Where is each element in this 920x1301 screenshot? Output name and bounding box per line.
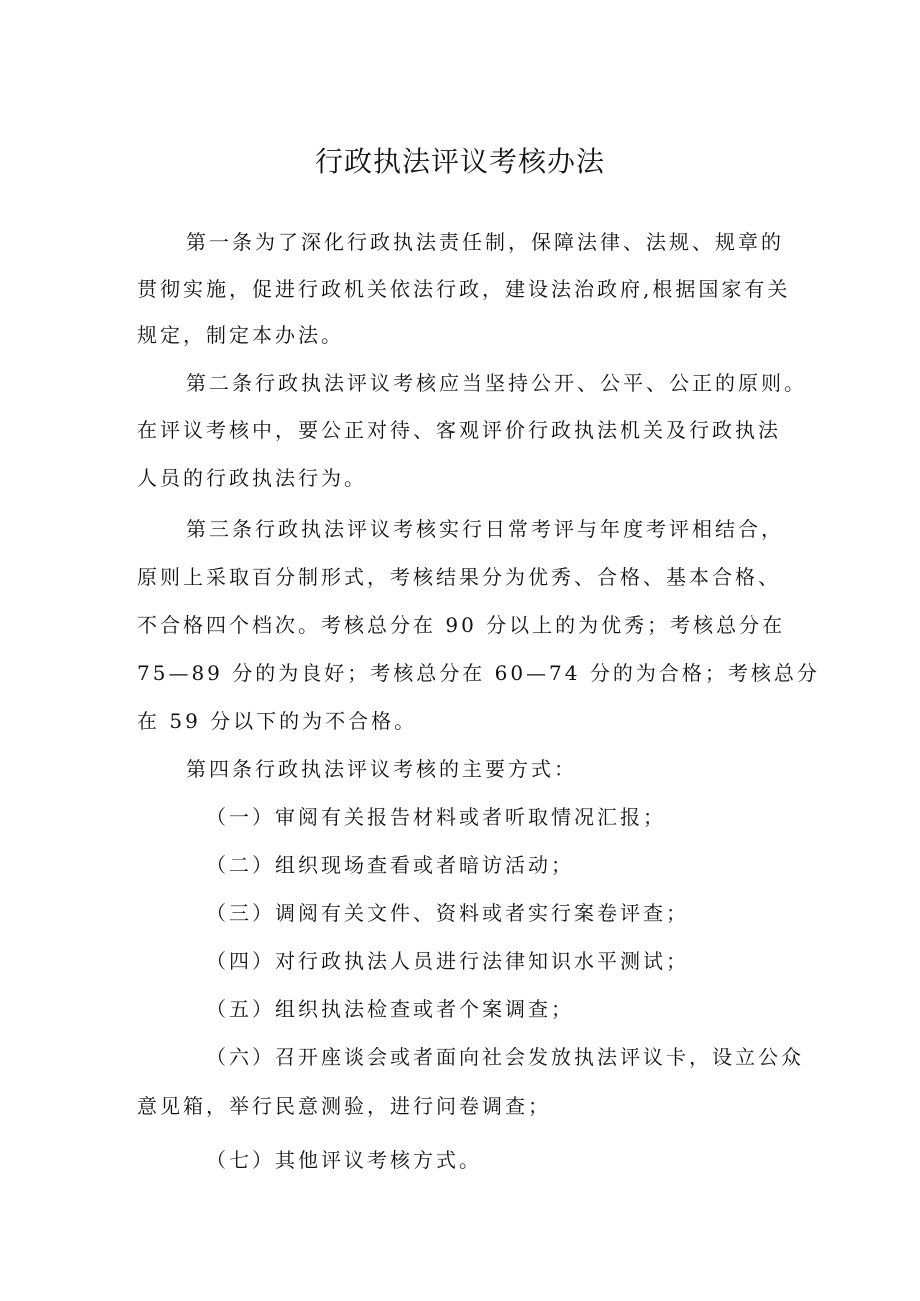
list-item: （五）组织执法检查或者个案调查； bbox=[206, 997, 574, 1021]
paragraph-line: 原则上采取百分制形式，考核结果分为优秀、合格、基本合格、 bbox=[137, 565, 781, 589]
paragraph-line: 在评议考核中，要公正对待、客观评价行政执法机关及行政执法 bbox=[137, 418, 781, 442]
paragraph-line: 规定，制定本办法。 bbox=[137, 323, 344, 347]
list-item: （七）其他评议考核方式。 bbox=[206, 1148, 482, 1172]
paragraph-line: 第一条为了深化行政执法责任制，保障法律、法规、规章的 bbox=[186, 230, 784, 254]
list-item: （六）召开座谈会或者面向社会发放执法评议卡，设立公众 bbox=[206, 1045, 804, 1069]
list-item: （二）组织现场查看或者暗访活动； bbox=[206, 853, 574, 877]
list-item: （一）审阅有关报告材料或者听取情况汇报； bbox=[206, 805, 666, 829]
paragraph-line: 贯彻实施，促进行政机关依法行政，建设法治政府,根据国家有关 bbox=[137, 277, 791, 301]
paragraph-line: 不合格四个档次。考核总分在 90 分以上的为优秀；考核总分在 bbox=[137, 613, 786, 637]
paragraph-line: 人员的行政执法行为。 bbox=[137, 466, 367, 490]
list-item: （三）调阅有关文件、资料或者实行案卷评查； bbox=[206, 901, 689, 925]
list-item-continuation: 意见箱，举行民意测验，进行问卷调查； bbox=[137, 1094, 551, 1118]
paragraph-line: 在 59 分以下的为不合格。 bbox=[137, 709, 418, 733]
paragraph-line: 第二条行政执法评议考核应当坚持公开、公平、公正的原则。 bbox=[186, 371, 807, 395]
list-item: （四）对行政执法人员进行法律知识水平测试； bbox=[206, 949, 689, 973]
paragraph-line: 75—89 分的为良好；考核总分在 60—74 分的为合格；考核总分 bbox=[137, 661, 820, 685]
paragraph-line: 第四条行政执法评议考核的主要方式： bbox=[186, 757, 577, 781]
paragraph-line: 第三条行政执法评议考核实行日常考评与年度考评相结合， bbox=[186, 517, 784, 541]
document-title: 行政执法评议考核办法 bbox=[314, 145, 605, 178]
